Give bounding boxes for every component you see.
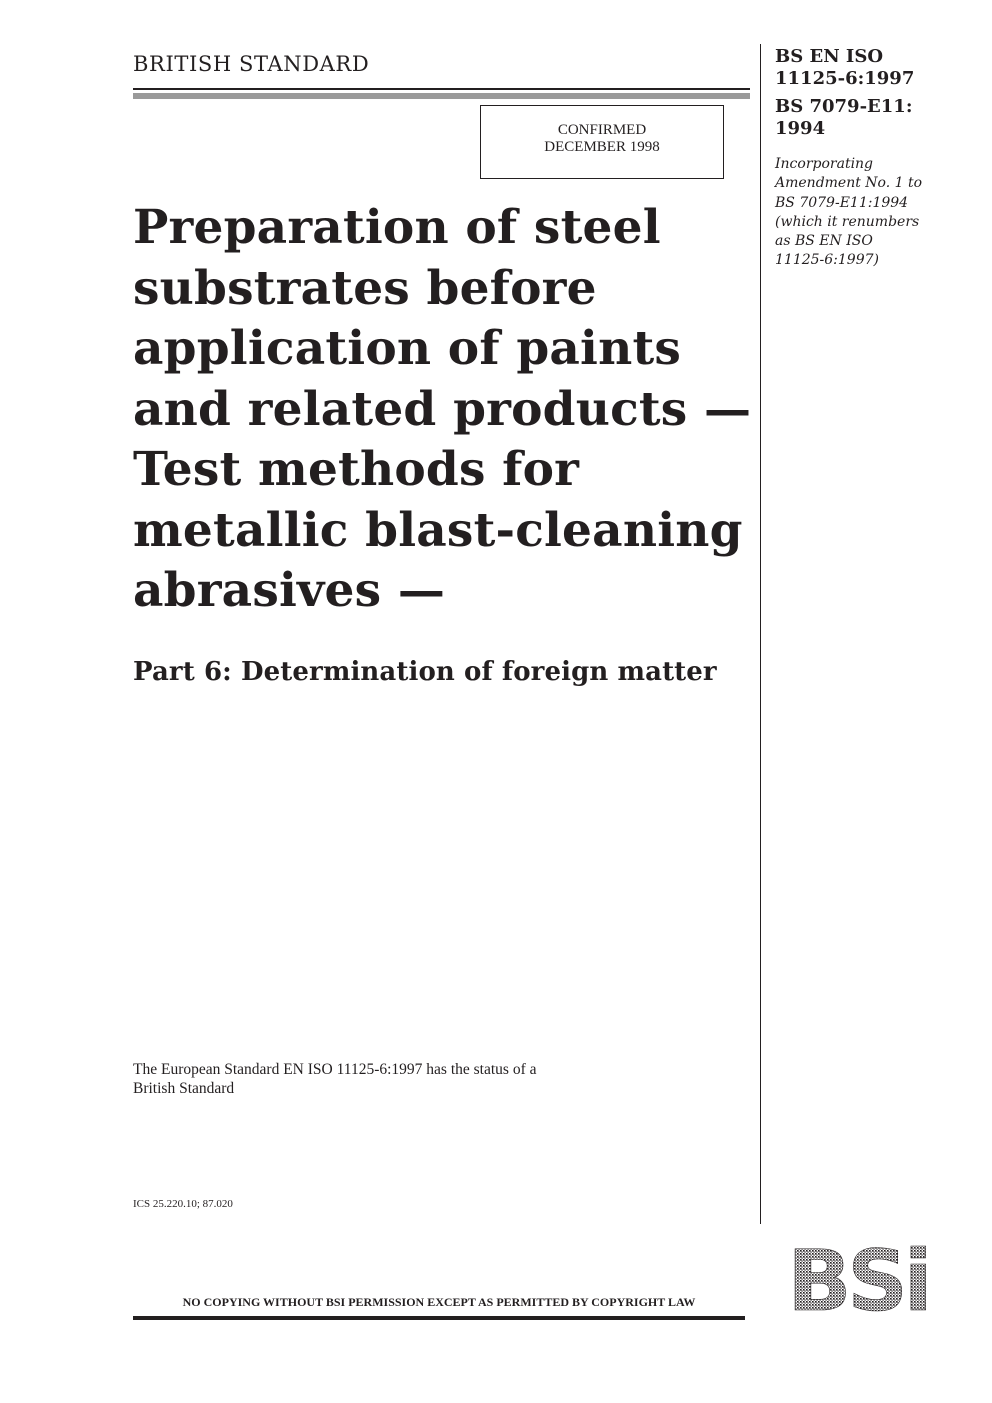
status-line-2: British Standard <box>133 1079 235 1097</box>
incorporating-line: BS 7079-E11:1994 <box>775 194 909 211</box>
copyright-notice: NO COPYING WITHOUT BSI PERMISSION EXCEPT AS PERMITTED BY COPYRIGHT LAW <box>182 1295 696 1309</box>
part-subtitle: Part 6: Determination of foreign matter <box>133 657 717 687</box>
bsi-logo-icon <box>770 1244 946 1318</box>
incorporating-note <box>775 155 965 271</box>
status-statement <box>133 1061 673 1098</box>
incorporating-line: as BS EN ISO <box>775 233 873 250</box>
title-line: Preparation of steel <box>133 200 661 255</box>
title-line: application of paints <box>133 321 682 376</box>
incorporating-line: (which it renumbers <box>775 213 920 230</box>
status-line-1: The European Standard EN ISO 11125-6:1997 has the status of a <box>133 1061 537 1078</box>
standard-number-secondary-1: BS 7079-E11: <box>775 96 913 117</box>
confirmed-stamp <box>480 105 724 179</box>
standard-numbers <box>775 46 975 140</box>
title-line: and related products — <box>133 381 752 437</box>
footer-rule <box>133 1316 745 1320</box>
title-line: Test methods for <box>133 442 580 497</box>
brand-heading: BRITISH STANDARD <box>133 52 370 76</box>
document-title <box>133 198 753 622</box>
ics-code: ICS 25.220.10; 87.020 <box>133 1198 233 1210</box>
incorporating-line: Amendment No. 1 to <box>775 175 923 192</box>
title-line: metallic blast-cleaning <box>133 502 743 558</box>
incorporating-line: 11125-6:1997) <box>775 252 879 269</box>
stamp-line-2: DECEMBER 1998 <box>544 139 660 155</box>
incorporating-line: Incorporating <box>775 156 874 172</box>
standard-number-primary-2: 11125-6:1997 <box>775 68 915 89</box>
stamp-line-1: CONFIRMED <box>557 122 647 138</box>
title-line: substrates before <box>133 260 597 316</box>
bsi-logo-text: BSi <box>787 1244 929 1318</box>
standard-number-secondary-2: 1994 <box>775 118 826 139</box>
header-rule-thick <box>133 93 750 99</box>
column-divider <box>760 44 761 1224</box>
standard-number-primary-1: BS EN ISO <box>775 46 884 67</box>
title-line: abrasives — <box>133 563 446 618</box>
header-rule-thin <box>133 88 750 90</box>
